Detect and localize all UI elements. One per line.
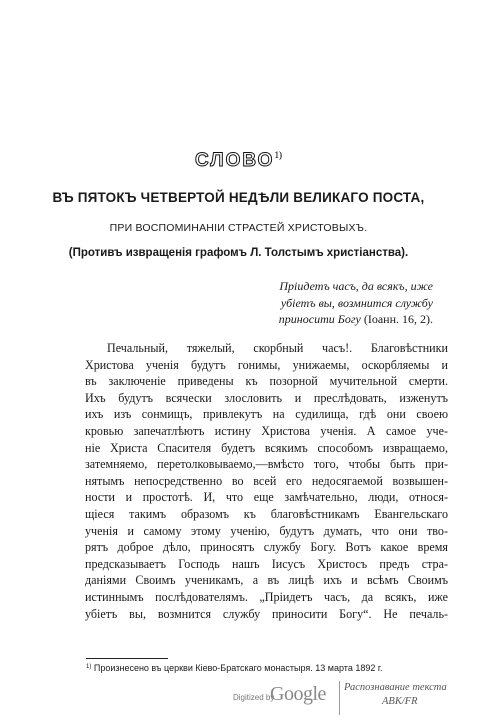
body-line: ніе Христа Спасителя будетъ всякимъ способомъ извращаемо, <box>85 440 448 455</box>
title-footnote-mark: 1) <box>274 150 282 160</box>
sermon-occasion: ПРИ ВОСПОМИНАНІИ СТРАСТЕЙ ХРИСТОВЫХЪ. <box>109 222 368 234</box>
sermon-against-note: (Противъ извращенія графомъ Л. Толстымъ христіанства). <box>68 247 409 259</box>
epigraph-line: Пріидетъ часъ, да всякъ, иже <box>279 279 433 293</box>
body-line: Печальный, тяжелый, скорбный часъ!. Благовѣстники <box>107 341 448 355</box>
digitized-by-label: Digitized by <box>233 693 275 702</box>
body-line: Христова ученія будутъ гонимы, унижаемы, оскорбляемы и <box>85 357 448 372</box>
ocr-credit-line: Распознавание текста <box>344 682 447 693</box>
sermon-subtitle: ВЪ ПЯТОКЪ ЧЕТВЕРТОЙ НЕДѢЛИ ВЕЛИКАГО ПОСТА, <box>52 190 425 205</box>
body-text <box>85 340 448 622</box>
footnote-mark: 1) <box>86 664 92 670</box>
epigraph <box>233 278 433 328</box>
body-line: убіетъ вы, возмнится службу приносити Богу“. Не печаль- <box>85 606 448 621</box>
body-line: истиннымъ послѣдователямъ. „Пріидетъ часъ, да всякъ, иже <box>85 589 448 604</box>
body-line: кровью запечатлѣютъ истину Христова ученія. А самое уче- <box>85 423 448 438</box>
footnote <box>86 663 456 673</box>
footnote-text: Произнесено въ церкви Кіево-Братскаго монастыря. 13 марта 1892 г. <box>91 663 383 673</box>
body-line: Ихъ будутъ всячески злословить и преслѣдовать, изженутъ <box>85 390 448 405</box>
body-line: рятъ доброе дѣло, приносятъ службу Богу. Вотъ какое время <box>85 540 448 555</box>
body-line: ихъ изъ сонмищъ, привлекутъ на судилища, гдѣ они своею <box>85 407 448 422</box>
epigraph-line: убіетъ вы, возмнится службу <box>280 295 433 310</box>
body-line: въ заключеніе приведены къ позорной мучительной смерти. <box>85 374 448 389</box>
body-line: ности и простотѣ. И, что еще замѣчательно, люди, относя- <box>85 490 448 505</box>
footnote-divider <box>86 658 168 659</box>
body-line: предсказываетъ Господь нашъ Іисусъ Христосъ предъ стра- <box>85 556 448 571</box>
sermon-title <box>0 150 477 172</box>
body-line: затемняемо, перетолковываемо,—вмѣсто того, чтобы быть при- <box>85 457 448 472</box>
epigraph-reference: (Іоанн. 16, 2). <box>360 312 433 326</box>
ocr-credit-stamp <box>339 681 471 715</box>
epigraph-quote-end: приносити Богу <box>278 312 361 326</box>
body-line: даніями Своимъ ученикамъ, а въ лицѣ ихъ и всѣмъ Своимъ <box>85 573 448 588</box>
body-line: щіеся такимъ образомъ къ благовѣстникамъ Евангельскаго <box>85 506 448 521</box>
body-line: ученія и самому этому ученію, будутъ думать, что они тво- <box>85 523 448 538</box>
google-watermark-logo: Google <box>270 683 326 705</box>
epigraph-line <box>233 311 433 328</box>
ocr-credit-line: ABK/FR <box>382 696 418 707</box>
title-text: СЛОВО <box>195 150 275 171</box>
body-line: нятымъ непосредственно во всей его недосягаемой возвышен- <box>85 473 448 488</box>
